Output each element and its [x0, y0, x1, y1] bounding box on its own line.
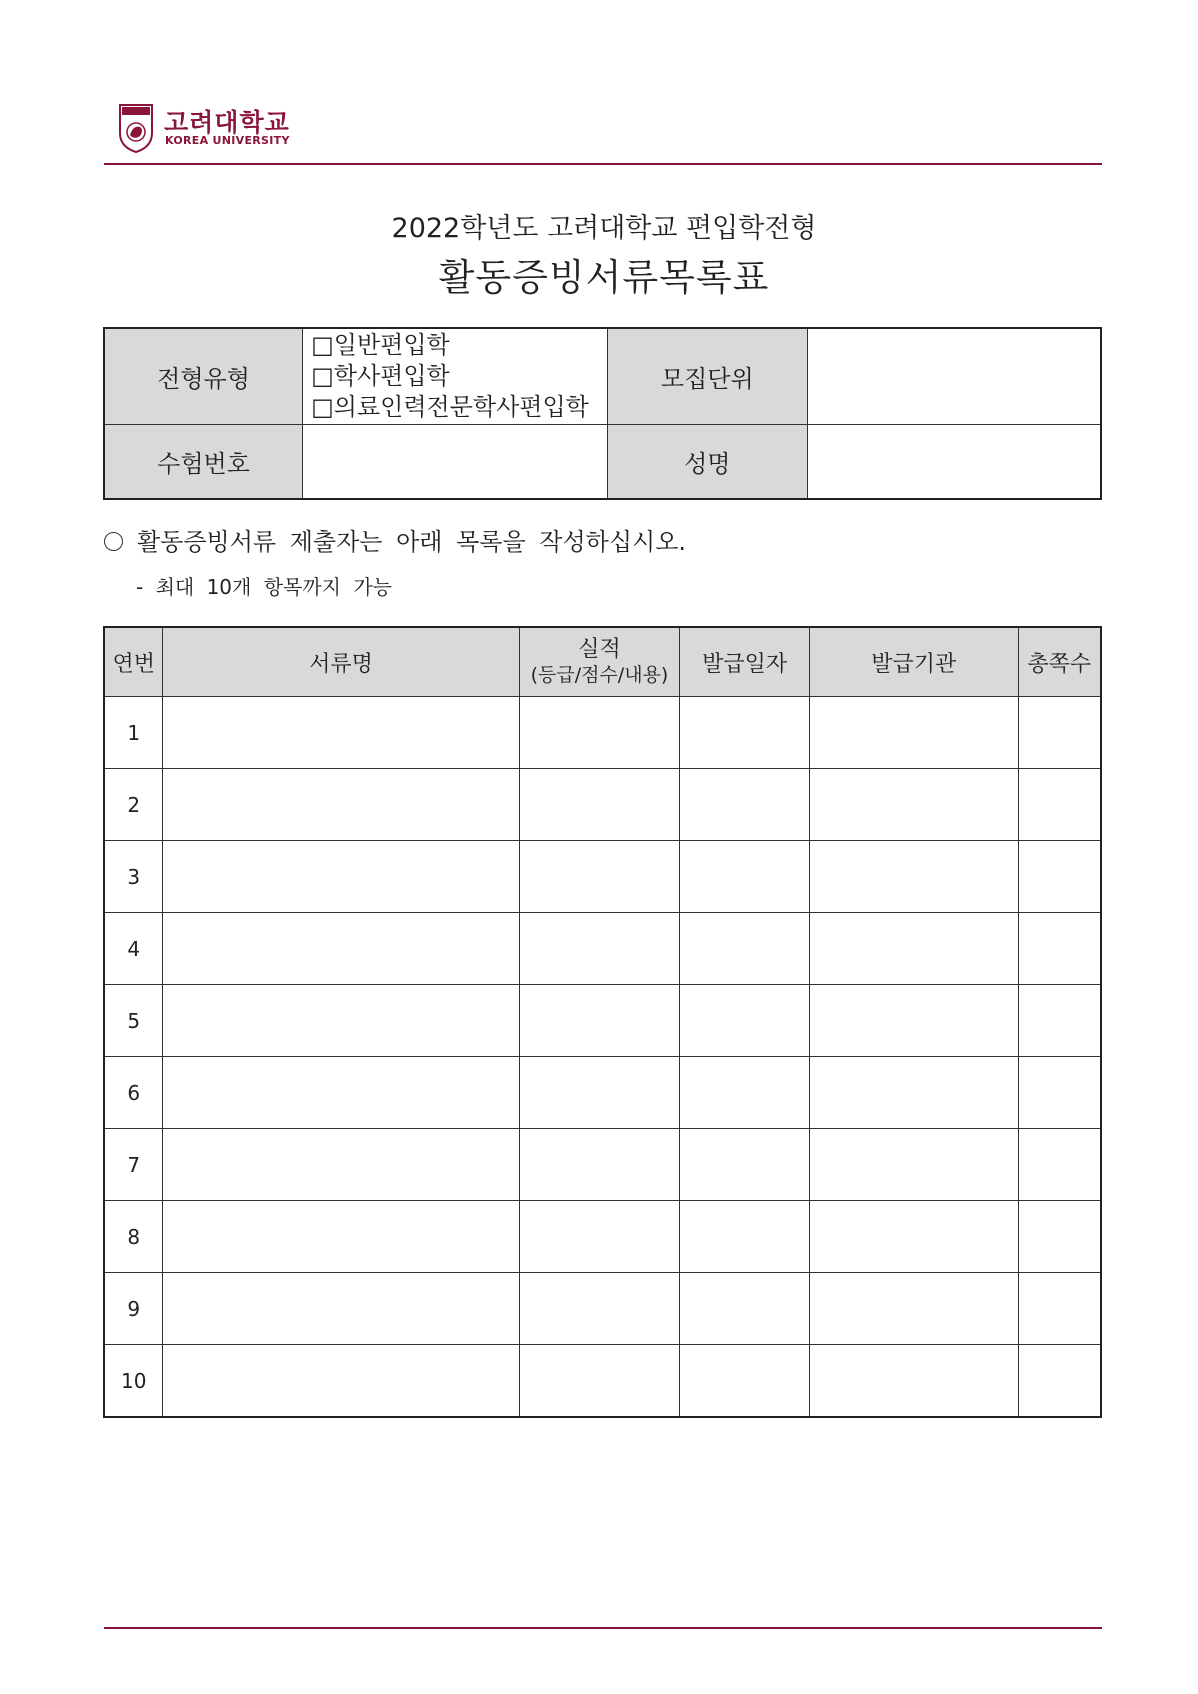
doc-name-cell[interactable] [163, 841, 519, 913]
col-header-doc-name: 서류명 [163, 627, 519, 697]
pages-cell[interactable] [1018, 913, 1101, 985]
doc-name-cell[interactable] [163, 1345, 519, 1418]
footer-divider [104, 1627, 1102, 1629]
pages-cell[interactable] [1018, 769, 1101, 841]
table-row [104, 1129, 1101, 1201]
applicant-info-table [103, 327, 1102, 500]
row-number: 1 [104, 697, 163, 769]
applicant-name-label: 성명 [607, 425, 808, 500]
issuer-cell[interactable] [810, 985, 1019, 1057]
pages-cell[interactable] [1018, 841, 1101, 913]
result-cell[interactable] [519, 913, 680, 985]
issue-date-cell[interactable] [680, 1129, 810, 1201]
issue-date-cell[interactable] [680, 697, 810, 769]
table-row [104, 1273, 1101, 1345]
admission-option-general[interactable]: □일반편입학 [311, 331, 450, 359]
circle-bullet-icon [104, 532, 123, 551]
pages-cell[interactable] [1018, 1201, 1101, 1273]
doc-name-cell[interactable] [163, 913, 519, 985]
issue-date-cell[interactable] [680, 1345, 810, 1418]
table-row [104, 985, 1101, 1057]
col-header-result-detail: (등급/점수/내용) [530, 664, 669, 686]
doc-name-cell[interactable] [163, 1201, 519, 1273]
pages-cell[interactable] [1018, 985, 1101, 1057]
university-logo [118, 103, 298, 155]
row-number: 4 [104, 913, 163, 985]
admission-type-options [303, 328, 607, 425]
result-cell[interactable] [519, 1345, 680, 1418]
document-title: 활동증빙서류목록표 [438, 256, 770, 299]
table-row [104, 1201, 1101, 1273]
doc-name-cell[interactable] [163, 697, 519, 769]
issue-date-cell[interactable] [680, 1057, 810, 1129]
table-row [104, 1057, 1101, 1129]
col-header-result [519, 627, 680, 697]
result-cell[interactable] [519, 769, 680, 841]
result-cell[interactable] [519, 697, 680, 769]
issue-date-cell[interactable] [680, 1201, 810, 1273]
row-number: 6 [104, 1057, 163, 1129]
issue-date-cell[interactable] [680, 769, 810, 841]
admission-option-medical[interactable]: □의료인력전문학사편입학 [311, 393, 589, 421]
applicant-name-field[interactable] [808, 425, 1101, 500]
result-cell[interactable] [519, 985, 680, 1057]
pages-cell[interactable] [1018, 697, 1101, 769]
issue-date-cell[interactable] [680, 985, 810, 1057]
row-number: 5 [104, 985, 163, 1057]
result-cell[interactable] [519, 1129, 680, 1201]
exam-number-field[interactable] [303, 425, 607, 500]
instruction-subnote: - 최대 10개 항목까지 가능 [136, 575, 392, 599]
issuer-cell[interactable] [810, 1345, 1019, 1418]
result-cell[interactable] [519, 841, 680, 913]
issue-date-cell[interactable] [680, 913, 810, 985]
logo-name-korean: 고려대학교 [164, 108, 290, 137]
table-row [104, 697, 1101, 769]
admission-type-label: 전형유형 [104, 328, 303, 425]
recruit-unit-label: 모집단위 [607, 328, 808, 425]
row-number: 9 [104, 1273, 163, 1345]
university-seal-icon [118, 103, 154, 153]
row-number: 3 [104, 841, 163, 913]
pages-cell[interactable] [1018, 1057, 1101, 1129]
issuer-cell[interactable] [810, 841, 1019, 913]
row-number: 7 [104, 1129, 163, 1201]
pages-cell[interactable] [1018, 1345, 1101, 1418]
issuer-cell[interactable] [810, 1201, 1019, 1273]
header-divider [104, 163, 1102, 165]
admission-option-bachelor[interactable]: □학사편입학 [311, 362, 450, 390]
issuer-cell[interactable] [810, 1057, 1019, 1129]
issuer-cell[interactable] [810, 1273, 1019, 1345]
exam-number-label: 수험번호 [104, 425, 303, 500]
col-header-result-title: 실적 [578, 637, 621, 662]
instruction-text: 활동증빙서류 제출자는 아래 목록을 작성하십시오. [137, 528, 687, 556]
document-list-table [103, 626, 1102, 1418]
list-header-row [104, 627, 1101, 697]
recruit-unit-field[interactable] [808, 328, 1101, 425]
doc-name-cell[interactable] [163, 1057, 519, 1129]
instruction-notice [104, 522, 686, 557]
issuer-cell[interactable] [810, 769, 1019, 841]
doc-name-cell[interactable] [163, 1273, 519, 1345]
table-row [104, 841, 1101, 913]
issuer-cell[interactable] [810, 1129, 1019, 1201]
table-row [104, 769, 1101, 841]
table-row [104, 1345, 1101, 1418]
row-number: 10 [104, 1345, 163, 1418]
pages-cell[interactable] [1018, 1273, 1101, 1345]
issuer-cell[interactable] [810, 913, 1019, 985]
issuer-cell[interactable] [810, 697, 1019, 769]
issue-date-cell[interactable] [680, 1273, 810, 1345]
doc-name-cell[interactable] [163, 769, 519, 841]
row-number: 8 [104, 1201, 163, 1273]
table-row [104, 913, 1101, 985]
pages-cell[interactable] [1018, 1129, 1101, 1201]
doc-name-cell[interactable] [163, 1129, 519, 1201]
col-header-issuer: 발급기관 [810, 627, 1019, 697]
issue-date-cell[interactable] [680, 841, 810, 913]
document-subtitle: 2022학년도 고려대학교 편입학전형 [391, 213, 817, 244]
col-header-no: 연번 [104, 627, 163, 697]
col-header-issue-date: 발급일자 [680, 627, 810, 697]
row-number: 2 [104, 769, 163, 841]
result-cell[interactable] [519, 1201, 680, 1273]
col-header-pages: 총쪽수 [1018, 627, 1101, 697]
result-cell[interactable] [519, 1273, 680, 1345]
logo-name-english: KOREA UNIVERSITY [165, 134, 290, 147]
result-cell[interactable] [519, 1057, 680, 1129]
doc-name-cell[interactable] [163, 985, 519, 1057]
